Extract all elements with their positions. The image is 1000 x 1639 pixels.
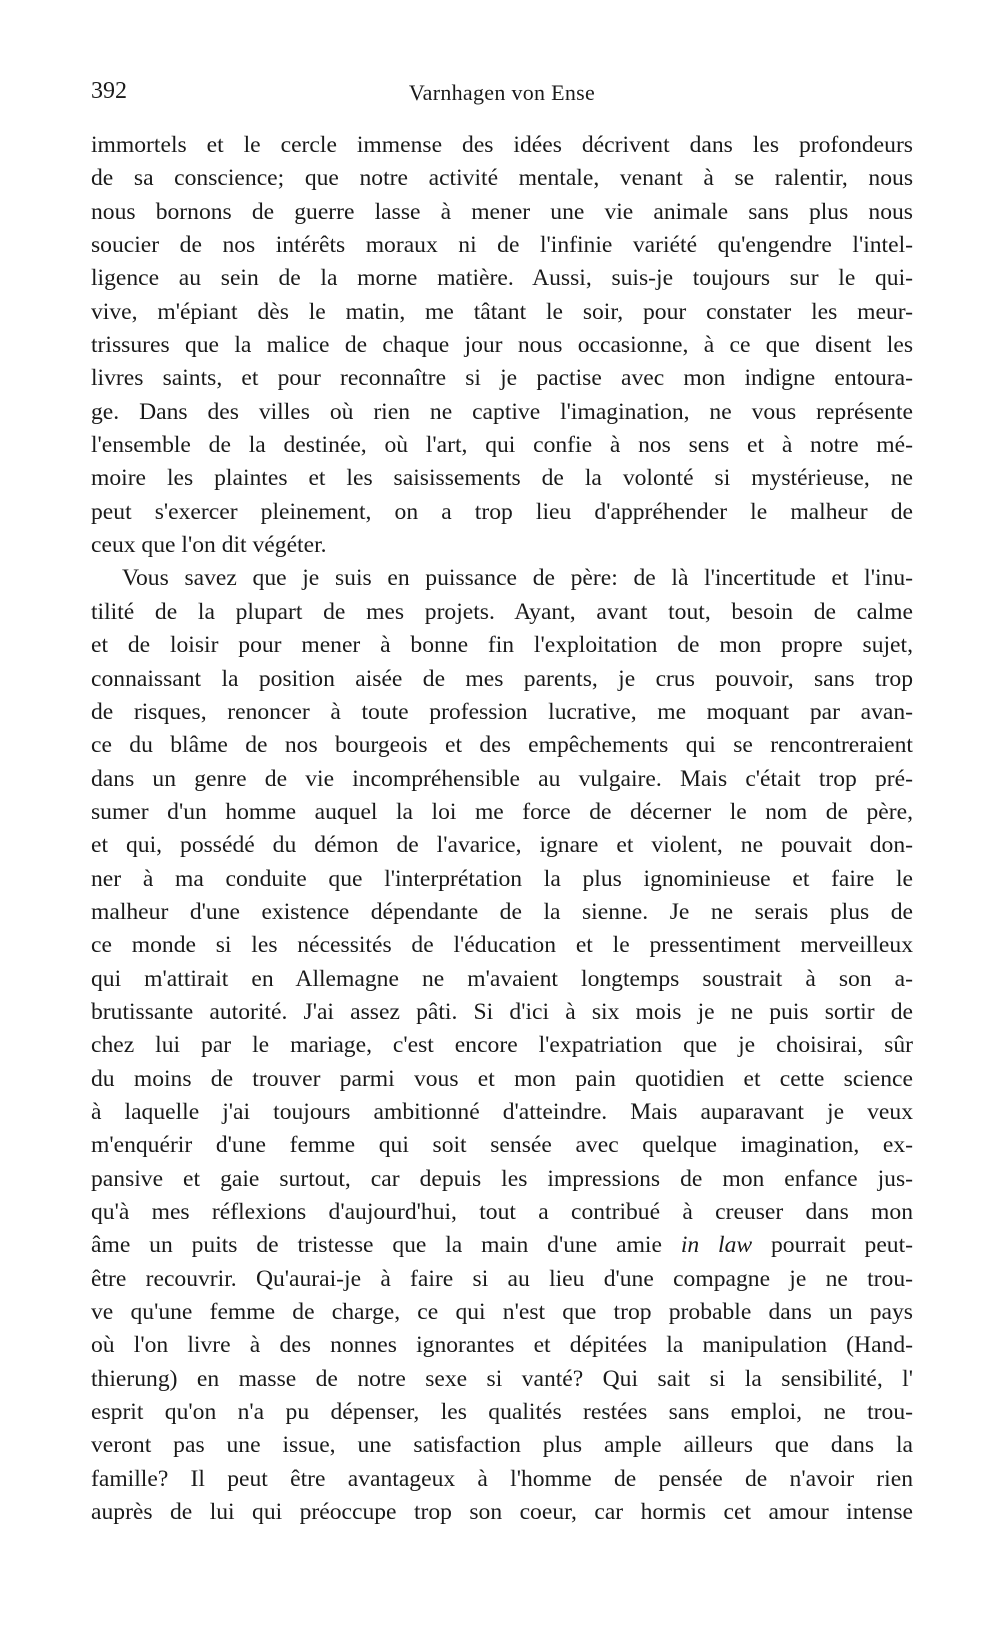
text-line: et de loisir pour mener à bonne fin l'exploitation de mon propre sujet,: [91, 632, 913, 659]
text-line: âme un puits de tristesse que la main d'une amie in law pourrait peut-: [91, 1232, 913, 1259]
text-line: où l'on livre à des nonnes ignorantes et dépitées la manipulation (Hand-: [91, 1332, 913, 1359]
text-line: vive, m'épiant dès le matin, me tâtant le soir, pour constater les meur-: [91, 298, 913, 325]
paragraph: [91, 129, 913, 562]
text-line: brutissante autorité. J'ai assez pâti. Si d'ici à six mois je ne puis sortir de: [91, 998, 913, 1025]
text-line: immortels et le cercle immense des idées décrivent dans les profondeurs: [91, 132, 913, 158]
running-head: Varnhagen von Ense: [408, 80, 596, 105]
text-line: famille? Il peut être avantageux à l'homme de pensée de n'avoir rien: [91, 1465, 913, 1492]
italic-phrase: in law: [680, 1232, 753, 1259]
text-line: auprès de lui qui préoccupe trop son coeur, car hormis cet amour intense: [91, 1499, 913, 1526]
text-line: l'ensemble de la destinée, où l'art, qui confie à nos sens et à notre mé-: [91, 432, 913, 459]
text-line: de sa conscience; que notre activité mentale, venant à se ralentir, nous: [91, 165, 913, 192]
text-line: moire les plaintes et les saisissements de la volonté si mystérieuse, ne: [91, 465, 913, 492]
text-line: nous bornons de guerre lasse à mener une vie animale sans plus nous: [91, 198, 913, 225]
text-line: peut s'exercer pleinement, on a trop lieu d'appréhender le malheur de: [91, 498, 913, 525]
text-line: tilité de la plupart de mes projets. Ayant, avant tout, besoin de calme: [91, 598, 913, 625]
text-line: connaissant la position aisée de mes parents, je crus pouvoir, sans trop: [91, 665, 913, 692]
text-line: soucier de nos intérêts moraux ni de l'infinie variété qu'engendre l'intel-: [91, 232, 913, 259]
text-line: ner à ma conduite que l'interprétation la plus ignominieuse et faire le: [91, 865, 913, 892]
text-line: esprit qu'on n'a pu dépenser, les qualités restées sans emploi, ne trou-: [91, 1399, 913, 1426]
text-line: sumer d'un homme auquel la loi me force de décerner le nom de père,: [91, 798, 913, 825]
text-line: malheur d'une existence dépendante de la sienne. Je ne serais plus de: [91, 898, 913, 925]
text-line: Vous savez que je suis en puissance de père: de là l'incertitude et l'inu-: [122, 565, 913, 592]
text-line: livres saints, et pour reconnaître si je pactise avec mon indigne entoura-: [91, 365, 913, 392]
text-line: qui m'attirait en Allemagne ne m'avaient longtemps soustrait à son a-: [91, 965, 913, 992]
text-line: ce monde si les nécessités de l'éducation et le pressentiment merveilleux: [91, 932, 913, 959]
text-line: ligence au sein de la morne matière. Aussi, suis-je toujours sur le qui-: [91, 265, 913, 292]
text-line: du moins de trouver parmi vous et mon pain quotidien et cette science: [91, 1065, 913, 1092]
text-line: m'enquérir d'une femme qui soit sensée avec quelque imagination, ex-: [91, 1132, 913, 1159]
text-line: dans un genre de vie incompréhensible au vulgaire. Mais c'était trop pré-: [91, 765, 913, 792]
text-line: ve qu'une femme de charge, ce qui n'est que trop probable dans un pays: [91, 1299, 913, 1326]
text-line: et qui, possédé du démon de l'avarice, ignare et violent, ne pouvait don-: [91, 832, 913, 859]
body-text: [91, 129, 913, 1529]
text-line: qu'à mes réflexions d'aujourd'hui, tout a contribué à creuser dans mon: [91, 1199, 913, 1225]
page-number: 392: [91, 78, 127, 104]
text-line: thierung) en masse de notre sexe si vanté? Qui sait si la sensibilité, l': [91, 1365, 913, 1392]
text-line: ge. Dans des villes où rien ne captive l'imagination, ne vous représente: [91, 398, 913, 425]
text-line: ce du blâme de nos bourgeois et des empêchements qui se rencontreraient: [91, 732, 913, 759]
text-line: pansive et gaie surtout, car depuis les impressions de mon enfance jus-: [91, 1165, 913, 1192]
page-header: [91, 78, 913, 112]
text-line: trissures que la malice de chaque jour nous occasionne, à ce que disent les: [91, 332, 913, 359]
text-line: à laquelle j'ai toujours ambitionné d'atteindre. Mais auparavant je veux: [91, 1098, 913, 1125]
text-line: chez lui par le mariage, c'est encore l'expatriation que je choisirai, sûr: [91, 1032, 913, 1059]
text-line: de risques, renoncer à toute profession lucrative, me moquant par avan-: [91, 698, 913, 725]
text-line: être recouvrir. Qu'aurai-je à faire si au lieu d'une compagne je ne trou-: [91, 1265, 913, 1292]
text-line: ceux que l'on dit végéter.: [91, 532, 327, 559]
paragraph: [91, 562, 913, 1529]
text-line: veront pas une issue, une satisfaction plus ample ailleurs que dans la: [91, 1432, 913, 1459]
